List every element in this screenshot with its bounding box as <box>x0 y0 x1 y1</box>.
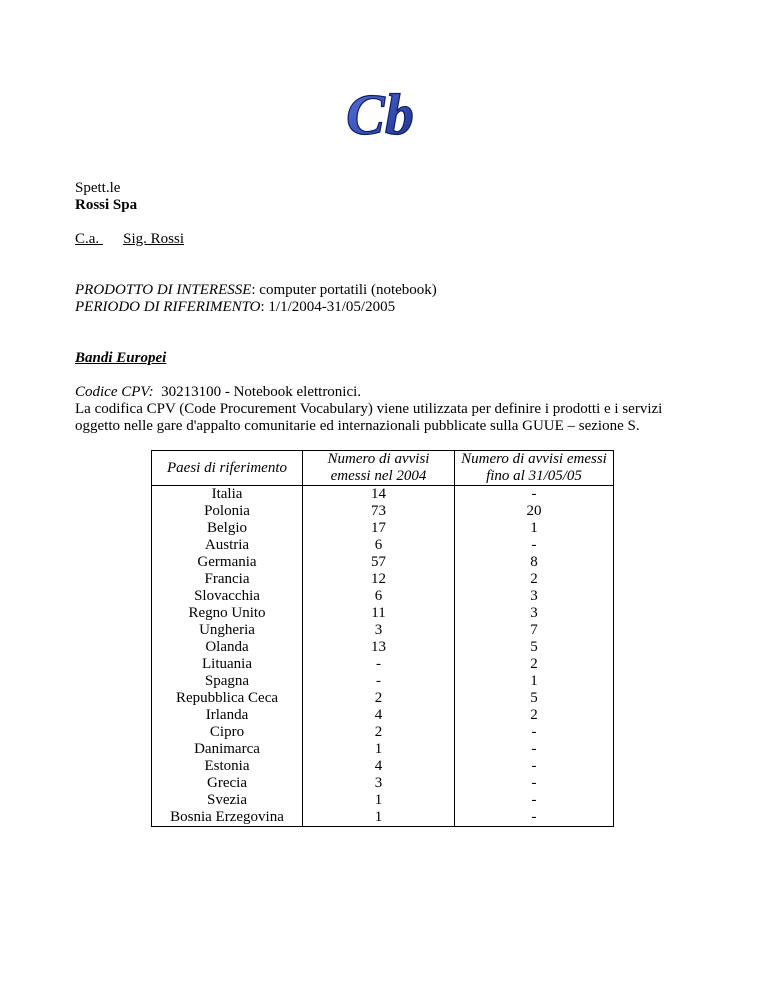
table-row <box>152 486 614 504</box>
cell-count-2005: - <box>455 537 614 554</box>
cell-count-2004: 12 <box>303 571 455 588</box>
cell-count-2004: 3 <box>303 622 455 639</box>
table-row <box>152 537 614 554</box>
period-label: PERIODO DI RIFERIMENTO <box>75 299 261 315</box>
cell-count-2005: 1 <box>455 520 614 537</box>
cell-count-2005: 2 <box>455 571 614 588</box>
table-row <box>152 724 614 741</box>
cell-country: Slovacchia <box>152 588 303 605</box>
subject-block <box>75 282 437 316</box>
cell-country: Repubblica Ceca <box>152 690 303 707</box>
cell-count-2004: 1 <box>303 741 455 758</box>
header-2005: Numero di avvisi emessi fino al 31/05/05 <box>455 451 614 486</box>
cell-count-2004: - <box>303 673 455 690</box>
tenders-table <box>151 450 614 827</box>
cell-country: Irlanda <box>152 707 303 724</box>
table-row <box>152 758 614 775</box>
table-row <box>152 554 614 571</box>
cell-country: Danimarca <box>152 741 303 758</box>
company-name: Rossi Spa <box>75 197 138 213</box>
cell-count-2005: - <box>455 741 614 758</box>
cell-count-2005: 7 <box>455 622 614 639</box>
ca-label: C.a. <box>75 231 100 247</box>
cell-count-2004: 6 <box>303 588 455 605</box>
salutation: Spett.le <box>75 180 121 196</box>
cell-country: Francia <box>152 571 303 588</box>
table-row <box>152 690 614 707</box>
table-row <box>152 639 614 656</box>
table-row <box>152 809 614 827</box>
cell-count-2004: 2 <box>303 690 455 707</box>
cell-count-2004: 1 <box>303 809 455 827</box>
cell-count-2004: 11 <box>303 605 455 622</box>
header-2004: Numero di avvisi emessi nel 2004 <box>303 451 455 486</box>
cell-count-2005: - <box>455 758 614 775</box>
cell-count-2005: - <box>455 792 614 809</box>
cell-count-2005: 3 <box>455 588 614 605</box>
product-value: : computer portatili (notebook) <box>251 282 437 298</box>
product-line <box>75 282 437 299</box>
table-row <box>152 605 614 622</box>
attention-line <box>75 231 184 248</box>
cell-country: Cipro <box>152 724 303 741</box>
cell-count-2005: - <box>455 724 614 741</box>
cell-country: Polonia <box>152 503 303 520</box>
cell-country: Italia <box>152 486 303 504</box>
cell-count-2004: - <box>303 656 455 673</box>
cpv-label: Codice CPV: <box>75 384 154 400</box>
cell-country: Olanda <box>152 639 303 656</box>
cell-country: Regno Unito <box>152 605 303 622</box>
table-row <box>152 656 614 673</box>
cell-count-2005: - <box>455 809 614 827</box>
cell-count-2004: 73 <box>303 503 455 520</box>
cpv-line <box>75 384 662 401</box>
cell-count-2005: 20 <box>455 503 614 520</box>
company-logo <box>340 82 420 146</box>
period-line <box>75 299 437 316</box>
cell-country: Austria <box>152 537 303 554</box>
section-title: Bandi Europei <box>75 350 167 366</box>
cell-count-2004: 4 <box>303 707 455 724</box>
cell-count-2005: - <box>455 486 614 504</box>
cell-count-2005: 2 <box>455 656 614 673</box>
cell-count-2005: 3 <box>455 605 614 622</box>
cell-count-2005: - <box>455 775 614 792</box>
table-row <box>152 503 614 520</box>
cell-count-2004: 13 <box>303 639 455 656</box>
cell-count-2004: 6 <box>303 537 455 554</box>
table-row <box>152 622 614 639</box>
cell-country: Spagna <box>152 673 303 690</box>
cell-country: Bosnia Erzegovina <box>152 809 303 827</box>
period-value: : 1/1/2004-31/05/2005 <box>260 299 396 315</box>
table-header-row <box>152 451 614 486</box>
cell-count-2005: 5 <box>455 639 614 656</box>
cell-count-2004: 4 <box>303 758 455 775</box>
cpv-value: 30213100 - Notebook elettronici. <box>161 384 362 400</box>
cell-country: Germania <box>152 554 303 571</box>
cell-country: Belgio <box>152 520 303 537</box>
product-label: PRODOTTO DI INTERESSE <box>75 282 252 298</box>
table-row <box>152 588 614 605</box>
cell-count-2005: 8 <box>455 554 614 571</box>
table-row <box>152 741 614 758</box>
logo-letters: Cb <box>346 82 414 146</box>
table-row <box>152 792 614 809</box>
cell-country: Svezia <box>152 792 303 809</box>
ca-name: Sig. Rossi <box>123 231 185 247</box>
table-row <box>152 520 614 537</box>
cell-country: Ungheria <box>152 622 303 639</box>
cell-country: Grecia <box>152 775 303 792</box>
cpv-desc-2: oggetto nelle gare d'appalto comunitarie ed internazionali pubblicate sulla GUUE – sezione S. <box>75 418 640 434</box>
table-row <box>152 775 614 792</box>
header-countries: Paesi di riferimento <box>152 451 303 486</box>
cell-count-2004: 14 <box>303 486 455 504</box>
cell-count-2004: 2 <box>303 724 455 741</box>
cell-count-2005: 5 <box>455 690 614 707</box>
cell-count-2004: 57 <box>303 554 455 571</box>
cell-count-2004: 3 <box>303 775 455 792</box>
cpv-block <box>75 384 662 435</box>
cell-country: Lituania <box>152 656 303 673</box>
cell-count-2005: 2 <box>455 707 614 724</box>
cell-count-2004: 17 <box>303 520 455 537</box>
cell-count-2004: 1 <box>303 792 455 809</box>
table-row <box>152 673 614 690</box>
cpv-desc-1: La codifica CPV (Code Procurement Vocabulary) viene utilizzata per definire i prodotti e i servizi <box>75 401 663 417</box>
recipient-block <box>75 180 137 214</box>
cell-count-2005: 1 <box>455 673 614 690</box>
cell-country: Estonia <box>152 758 303 775</box>
table-row <box>152 707 614 724</box>
table-row <box>152 571 614 588</box>
